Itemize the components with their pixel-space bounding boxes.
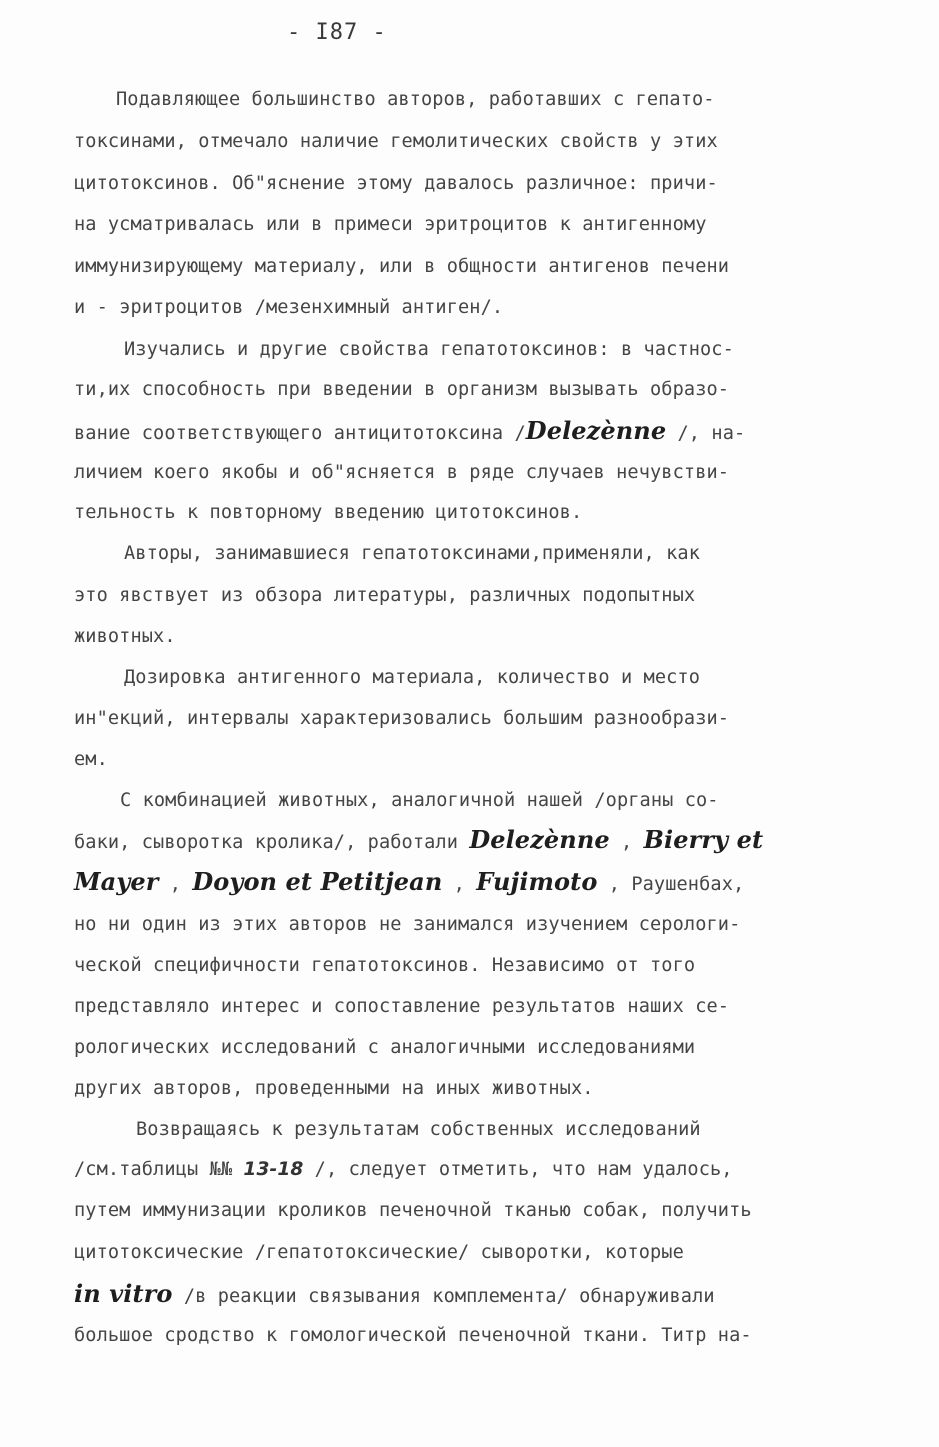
text-line: животных. [74,626,176,647]
text-line: цитотоксинов. Об"яснение этому давалось различное: причи- [74,173,718,194]
text-line-with-names [74,867,745,897]
text-segment: /, на- [666,423,746,444]
text-line: иммунизирующему материалу, или в общности антигенов печени [74,256,730,277]
text-segment: баки, сыворотка кролика/, работали [74,832,470,853]
text-line: Авторы, занимавшиеся гепатотоксинами,применяли, как [124,543,701,564]
text-segment: , Раушенбах, [597,874,745,895]
text-line: других авторов, проведенными на иных животных. [74,1078,594,1099]
text-line: путем иммунизации кроликов печеночной тканью собак, получить [74,1200,752,1221]
text-line-with-names [74,825,764,855]
text-segment: /см.таблицы №№ [74,1159,244,1180]
handwritten-name: Doyon et Petitjean [192,867,443,896]
handwritten-name: Mayer [74,867,159,896]
handwritten-name: Bierry et [643,825,764,854]
page-number: - I87 - [287,20,387,45]
text-line: но ни один из этих авторов не занимался изучением серологи- [74,914,741,935]
text-segment: , [158,874,193,895]
text-line: тельность к повторному введению цитотоксинов. [74,502,583,523]
text-line: представляло интерес и сопоставление результатов наших се- [74,996,730,1017]
text-segment: /, следует отметить, что нам удалось, [303,1159,733,1180]
text-line-with-name [74,416,746,446]
text-line: С комбинацией животных, аналогичной нашей /органы со- [120,790,719,811]
text-line: и - эритроцитов /мезенхимный антиген/. [74,297,504,318]
text-line: ем. [74,749,108,770]
text-line: Подавляющее большинство авторов, работавших с гепато- [116,89,715,110]
handwritten-number: 13-18 [243,1159,304,1180]
text-line: цитотоксические /гепатотоксические/ сыворотки, которые [74,1242,684,1263]
text-line: это явствует из обзора литературы, различных подопытных [74,585,696,606]
text-segment: /в реакции связывания комплемента/ обнаруживали [172,1286,715,1307]
text-line: токсинами, отмечало наличие гемолитических свойств у этих [74,131,718,152]
text-line-with-name [74,1279,715,1309]
text-segment: , [609,832,644,853]
text-line: Изучались и другие свойства гепатотоксинов: в частнос- [124,339,734,360]
text-line: большое сродство к гомологической печеночной ткани. Титр на- [74,1325,752,1346]
text-line: ти,их способность при введении в организм вызывать образо- [74,379,730,400]
text-line-with-handwriting [74,1158,733,1182]
text-line: на усматривалась или в примеси эритроцитов к антигенному [74,214,707,235]
text-line: личием коего якобы и об"ясняется в ряде случаев нечувстви- [74,462,730,483]
handwritten-name: Fujimoto [476,867,598,896]
text-line: Возвращаясь к результатам собственных исследований [136,1119,701,1140]
handwritten-name: Delezènne [469,825,610,854]
text-segment: вание соответствующего антицитотоксина / [74,423,526,444]
text-line: рологических исследований с аналогичными исследованиями [74,1037,696,1058]
text-line: ческой специфичности гепатотоксинов. Независимо от того [74,955,696,976]
handwritten-latin: in vitro [74,1279,173,1308]
text-segment: , [442,874,477,895]
handwritten-name: Delezènne [525,416,667,445]
text-line: Дозировка антигенного материала, количество и место [124,667,701,688]
text-line: ин"екций, интервалы характеризовались большим разнообрази- [74,708,730,729]
